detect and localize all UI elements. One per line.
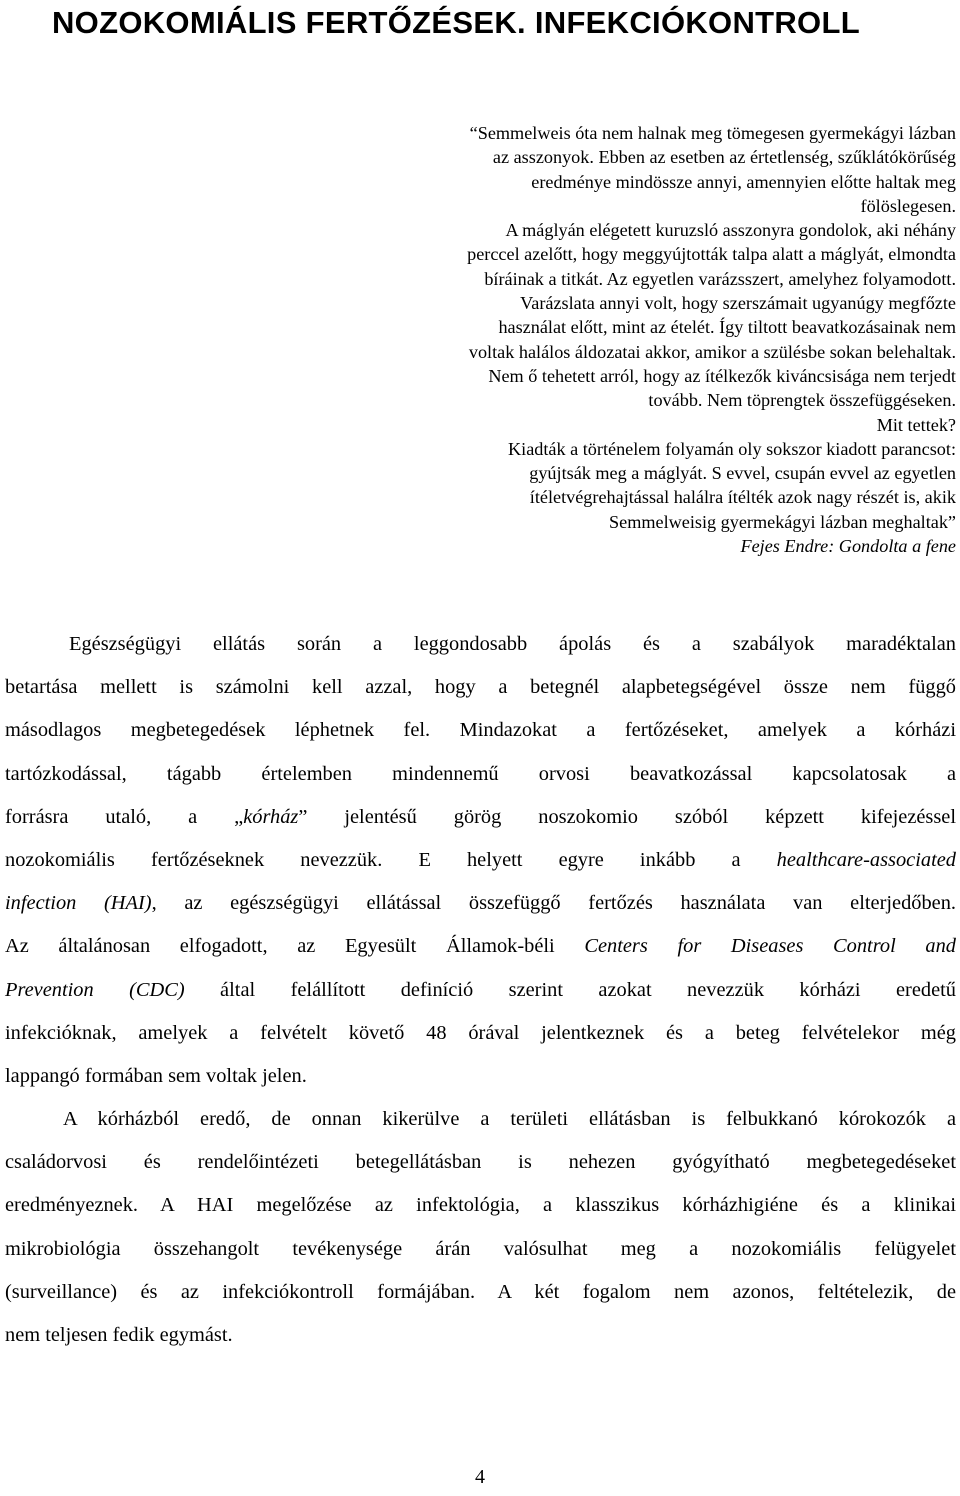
page-title: NOZOKOMIÁLIS FERTŐZÉSEK. INFEKCIÓKONTROLL	[52, 5, 860, 40]
quote-line: bíráinak a titkát. Az egyetlen varázsszert, amelyhez folyamodott.	[484, 268, 956, 289]
paragraph-line	[5, 796, 956, 839]
quote-line: tovább. Nem töprengtek összefüggéseken.	[648, 390, 956, 411]
quote-line: az asszonyok. Ebben az esetben az értetlenség, szűklátókörűség	[492, 147, 956, 168]
text-run: nozokomiális fertőzéseknek nevezzük. E helyett egyre inkább a	[5, 848, 777, 871]
quote-line: voltak halálos áldozatai akkor, amikor a szülésbe sokan belehaltak.	[468, 341, 956, 362]
paragraph-line: mikrobiológia összehangolt tevékenysége árán valósulhat meg a nozokomiális felügyelet	[5, 1237, 956, 1260]
quote-line: Mit tettek?	[876, 414, 956, 435]
quote-line: ítéletvégrehajtással halálra ítélték azok nagy részét is, akik	[529, 487, 956, 508]
italic-term: healthcare-associated	[776, 848, 956, 871]
text-run: forrásra utaló, a „	[5, 805, 244, 828]
text-run: , az egészségügyi ellátással összefüggő fertőzés használata van elterjedőben.	[151, 892, 957, 915]
quote-line: használat előtt, mint az ételét. Így tiltott beavatkozásainak nem	[498, 317, 956, 338]
paragraph-line: infekcióknak, amelyek a felvételt követő 48 órával jelentkeznek és a beteg felvételekor még	[5, 1021, 956, 1044]
quote-line: perccel azelőtt, hogy meggyújtották talpa alatt a máglyát, elmondta	[467, 244, 956, 265]
quote-line: Varázslata annyi volt, hogy szerszámait ugyanúgy megfőzte	[520, 293, 956, 314]
paragraph-line: másodlagos megbetegedések léphetnek fel. Mindazokat a fertőzéseket, amelyek a kórházi	[5, 719, 956, 742]
quote-line: eredménye mindössze annyi, amennyien előtte haltak meg	[531, 171, 956, 192]
paragraph-line: Egészségügyi ellátás során a leggondosabb ápolás és a szabályok maradéktalan	[69, 633, 956, 655]
text-run: ” jelentésű görög noszokomio szóból képzett kifejezéssel	[298, 805, 957, 828]
page-number: 4	[475, 1466, 485, 1488]
italic-term: kórház	[243, 805, 299, 828]
quote-line: Kiadták a történelem folyamán oly sokszor kiadott parancsot:	[508, 438, 956, 459]
italic-term: infection (HAI)	[5, 892, 152, 915]
body-text	[5, 623, 956, 1357]
epigraph-quote	[360, 121, 956, 558]
italic-term: Prevention (CDC)	[5, 978, 185, 1001]
italic-term: Centers for Diseases Control and	[584, 935, 956, 958]
quote-line: Semmelweisig gyermekágyi lázban meghaltak”	[609, 511, 956, 532]
paragraph-line: betartása mellett is számolni kell azzal, hogy a betegnél alapbetegségével össze nem függő	[5, 676, 956, 699]
paragraph-line: családorvosi és rendelőintézeti betegellátásban is nehezen gyógyítható megbetegedéseket	[5, 1151, 956, 1174]
paragraph-line: tartózkodással, tágabb értelemben mindennemű orvosi beavatkozással kapcsolatosak a	[5, 762, 956, 785]
paragraph-line: eredményeznek. A HAI megelőzése az infektológia, a klasszikus kórházhigiéne és a klinikai	[5, 1194, 956, 1217]
paragraph-line	[5, 925, 956, 968]
quote-line: gyújtsák meg a máglyát. S evvel, csupán evvel az egyetlen	[529, 463, 956, 484]
paragraph-line: (surveillance) és az infekciókontroll formájában. A két fogalom nem azonos, feltételezik, de	[5, 1280, 956, 1303]
quote-line: fölöslegesen.	[860, 195, 956, 216]
quote-line: A máglyán elégetett kuruzsló asszonyra gondolok, aki néhány	[505, 220, 956, 241]
quote-author: Fejes Endre: Gondolta a fene	[740, 536, 956, 557]
paragraph-line	[5, 882, 956, 925]
paragraph-line: A kórházból eredő, de onnan kikerülve a területi ellátásban is felbukkanó kórokozók a	[63, 1108, 956, 1131]
paragraph-line	[5, 969, 956, 1012]
quote-line: “Semmelweis óta nem halnak meg tömegesen gyermekágyi lázban	[469, 123, 956, 143]
text-run: Az általánosan elfogadott, az Egyesült Államok-béli	[5, 935, 585, 958]
paragraph-line: lappangó formában sem voltak jelen.	[5, 1064, 307, 1087]
text-run: által felállított definíció szerint azokat nevezzük kórházi eredetű	[184, 978, 956, 1001]
paragraph-line	[5, 839, 956, 882]
quote-line: Nem ő tehetett arról, hogy az ítélkezők kiváncsisága nem terjedt	[488, 365, 956, 386]
paragraph-line: nem teljesen fedik egymást.	[5, 1324, 233, 1346]
